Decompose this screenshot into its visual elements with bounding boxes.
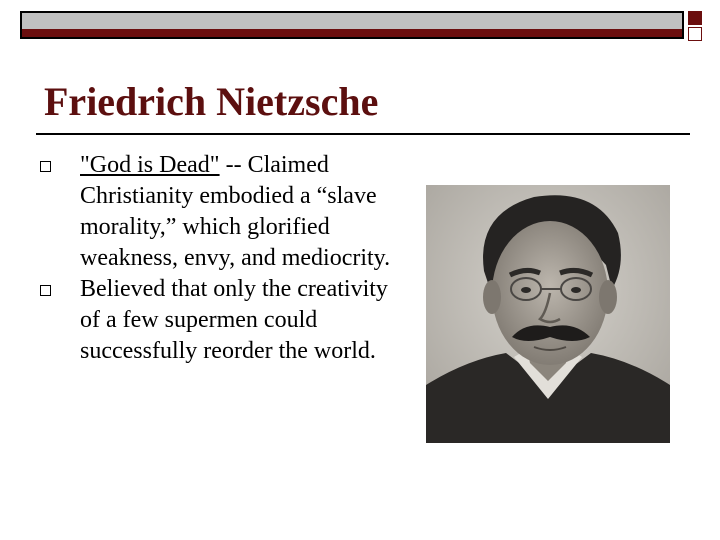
bullet-item [40, 150, 410, 274]
bullet-item [40, 274, 410, 367]
header-bar-red-band [22, 29, 682, 37]
bullet-quote: "God is Dead" [80, 152, 220, 178]
portrait-photo [426, 185, 670, 443]
square-bullet-icon [40, 285, 51, 296]
header-decoration [20, 11, 708, 41]
bullet-list [40, 150, 410, 367]
title-divider [36, 133, 690, 135]
header-outlined-square [688, 27, 702, 41]
header-filled-square [688, 11, 702, 25]
square-bullet-icon [40, 161, 51, 172]
bullet-text: Believed that only the creativity of a few supermen could successfully reorder the world. [80, 276, 388, 364]
bullet-text: -- Claimed Christianity embodied a “slave morality,” which glorified weakness, envy, and mediocrity. [80, 152, 391, 271]
slide-title: Friedrich Nietzsche [44, 79, 379, 124]
portrait-illustration [426, 185, 670, 443]
header-bar-grey-band [22, 13, 682, 29]
